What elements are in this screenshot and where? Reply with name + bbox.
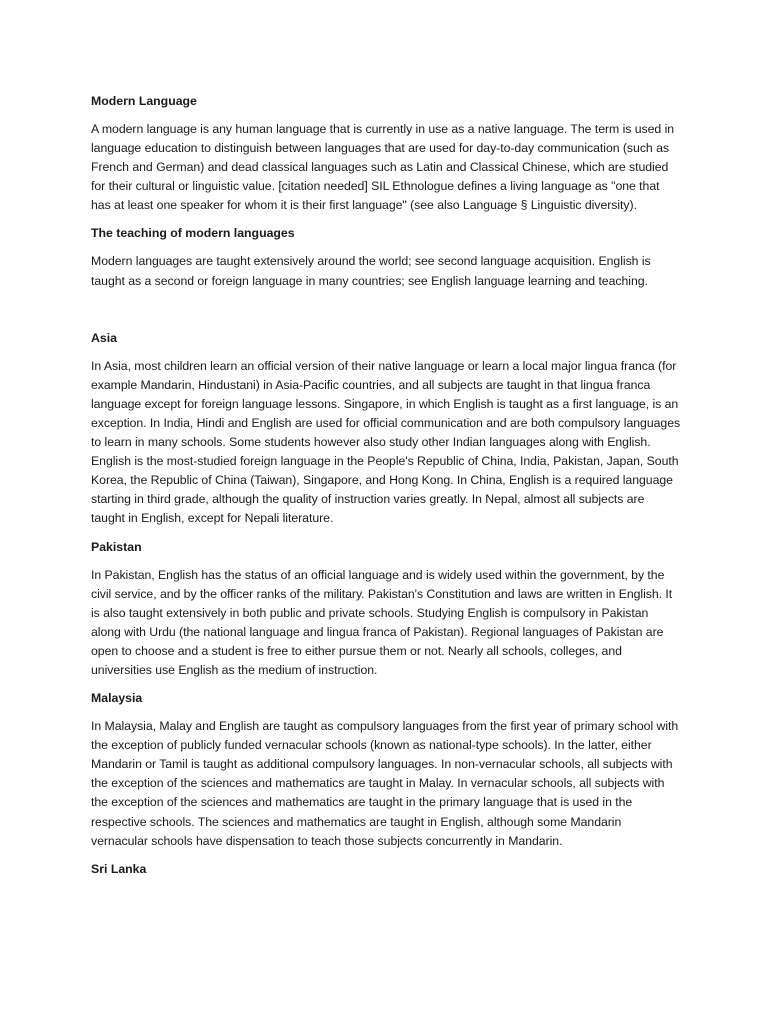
section-paragraph-modern-language: A modern language is any human language that is currently in use as a native language. The term is used in language education to distinguish between languages that are used for day-to-day communication (such as French and German) and dead classical languages such as Latin and Classical Chinese, which are studied for their cultural or linguistic value. [citation needed] SIL Ethnologue defines a living language as "one that has at least one speaker for whom it is their first language" (see also Language § Linguistic diversity). [91, 122, 675, 213]
section-heading-modern-language: Modern Language [91, 94, 197, 108]
section-heading-malaysia: Malaysia [91, 691, 143, 706]
section-paragraph-asia: In Asia, most children learn an official version of their native language or learn a local major lingua franca (for example Mandarin, Hindustani) in Asia-Pacific countries, and all subjects are taught in that lingua franca language except for foreign language lessons. Singapore, in which English is taught as a first language, is an exception. In India, Hindi and English are used for official communication and are both compulsory languages to learn in many schools. Some students however also study other Indian languages along with English. English is the most-studied foreign language in the People's Republic of China, India, Pakistan, Japan, South Korea, the Republic of China (Taiwan), Singapore, and Hong Kong. In China, English is a required language starting in third grade, although the quality of instruction varies greatly. In Nepal, almost all subjects are taught in English, except for Nepali literature. [91, 358, 681, 526]
section-heading-teaching: The teaching of modern languages [91, 226, 295, 241]
document-page [91, 92, 681, 888]
section-heading-asia: Asia [91, 330, 117, 345]
section-paragraph-teaching: Modern languages are taught extensively around the world; see second language acquisition. English is taught as a second or foreign language in many countries; see English language learning and teaching. [91, 254, 651, 288]
section-spacer [91, 300, 681, 329]
section-paragraph-pakistan: In Pakistan, English has the status of an official language and is widely used within the government, by the civil service, and by the officer ranks of the military. Pakistan's Constitution and laws are written in English. It is also taught extensively in both public and private schools. Studying English is compulsory in Pakistan along with Urdu (the national language and lingua franca of Pakistan). Regional languages of Pakistan are open to choose and a student is free to either pursue them or not. Nearly all schools, colleges, and universities use English as the medium of instruction. [91, 567, 673, 677]
section-heading-pakistan: Pakistan [91, 539, 142, 554]
section-paragraph-malaysia: In Malaysia, Malay and English are taught as compulsory languages from the first year of primary school with the exception of publicly funded vernacular schools (known as national-type schools). In the latter, either Mandarin or Tamil is taught as additional compulsory languages. In non-vernacular schools, all subjects with the exception of the sciences and mathematics are taught in Malay. In vernacular schools, all subjects with the exception of the sciences and mathematics are taught in the primary language that is used in the respective schools. The sciences and mathematics are taught in English, although some Mandarin vernacular schools have dispensation to teach those subjects concurrently in Mandarin. [91, 719, 679, 848]
section-heading-sri-lanka: Sri Lanka [91, 861, 147, 876]
